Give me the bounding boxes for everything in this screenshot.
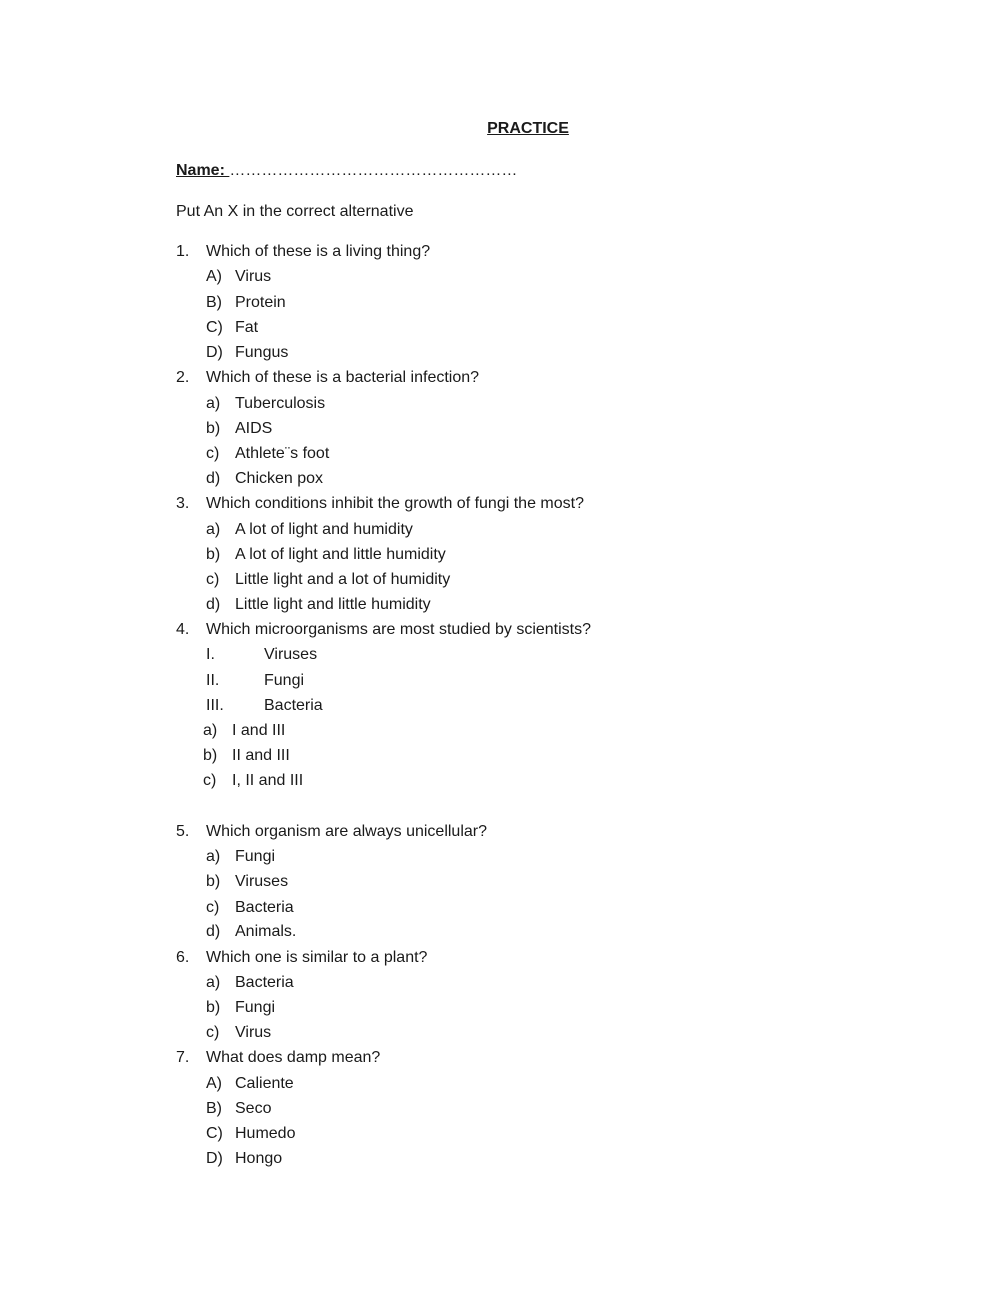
question-number: 1.	[176, 243, 190, 260]
option-text: Athlete¨s foot	[235, 445, 330, 462]
option-label: d)	[206, 470, 221, 487]
option-text: Little light and a lot of humidity	[235, 571, 451, 588]
option-text: Bacteria	[235, 899, 294, 916]
option-text: Animals.	[235, 923, 297, 940]
option-text: Bacteria	[235, 974, 294, 991]
option-label: c)	[203, 772, 217, 789]
option-text: Virus	[235, 1024, 272, 1041]
option-text: Fat	[235, 319, 259, 336]
option-text: Viruses	[235, 873, 289, 890]
option-label: b)	[206, 999, 221, 1016]
option-label: b)	[206, 420, 221, 437]
option-label: A)	[206, 1075, 222, 1092]
question-text: Which microorganisms are most studied by scientists?	[206, 621, 592, 638]
option-text: A lot of light and humidity	[235, 521, 413, 538]
roman-label: II.	[206, 672, 220, 689]
question-number: 2.	[176, 369, 190, 386]
name-label: Name:	[176, 162, 230, 179]
option-text: Protein	[235, 294, 286, 311]
instructions: Put An X in the correct alternative	[176, 203, 414, 220]
question-text: Which of these is a bacterial infection?	[206, 369, 480, 386]
option-label: a)	[206, 848, 221, 865]
roman-text: Fungi	[264, 672, 305, 689]
option-text: Little light and little humidity	[235, 596, 431, 613]
question-number: 7.	[176, 1049, 190, 1066]
option-text: Humedo	[235, 1125, 296, 1142]
option-label: d)	[206, 596, 221, 613]
question-number: 4.	[176, 621, 190, 638]
option-label: a)	[206, 521, 221, 538]
question-number: 3.	[176, 495, 190, 512]
option-label: b)	[206, 546, 221, 563]
option-label: D)	[206, 1150, 223, 1167]
name-blank[interactable]: ………………………………………………	[229, 162, 518, 179]
roman-label: III.	[206, 697, 224, 714]
roman-text: Bacteria	[264, 697, 323, 714]
roman-label: I.	[206, 646, 215, 663]
roman-text: Viruses	[264, 646, 318, 663]
option-label: D)	[206, 344, 223, 361]
option-text: AIDS	[235, 420, 273, 437]
question-text: Which one is similar to a plant?	[206, 949, 428, 966]
option-text: Chicken pox	[235, 470, 324, 487]
page-title: PRACTICE	[487, 120, 569, 137]
option-label: B)	[206, 1100, 222, 1117]
question-number: 6.	[176, 949, 190, 966]
question-text: What does damp mean?	[206, 1049, 381, 1066]
option-text: I, II and III	[232, 772, 304, 789]
option-label: c)	[206, 571, 220, 588]
option-label: a)	[206, 395, 221, 412]
option-label: b)	[206, 873, 221, 890]
option-text: Caliente	[235, 1075, 294, 1092]
option-label: C)	[206, 1125, 223, 1142]
option-label: c)	[206, 899, 220, 916]
option-text: Virus	[235, 268, 272, 285]
option-label: c)	[206, 1024, 220, 1041]
option-text: Fungi	[235, 999, 276, 1016]
option-text: Fungi	[235, 848, 276, 865]
option-text: Hongo	[235, 1150, 283, 1167]
option-text: I and III	[232, 722, 286, 739]
option-text: Seco	[235, 1100, 272, 1117]
name-field-line[interactable]	[176, 161, 517, 181]
question-number: 5.	[176, 823, 190, 840]
option-label: d)	[206, 923, 221, 940]
option-label: A)	[206, 268, 222, 285]
option-text: A lot of light and little humidity	[235, 546, 446, 563]
option-text: Fungus	[235, 344, 289, 361]
option-label: C)	[206, 319, 223, 336]
option-label: c)	[206, 445, 220, 462]
option-text: II and III	[232, 747, 290, 764]
question-text: Which conditions inhibit the growth of fungi the most?	[206, 495, 584, 512]
option-label: b)	[203, 747, 218, 764]
option-text: Tuberculosis	[235, 395, 326, 412]
question-text: Which of these is a living thing?	[206, 243, 431, 260]
option-label: a)	[206, 974, 221, 991]
option-label: B)	[206, 294, 222, 311]
option-label: a)	[203, 722, 218, 739]
question-text: Which organism are always unicellular?	[206, 823, 488, 840]
